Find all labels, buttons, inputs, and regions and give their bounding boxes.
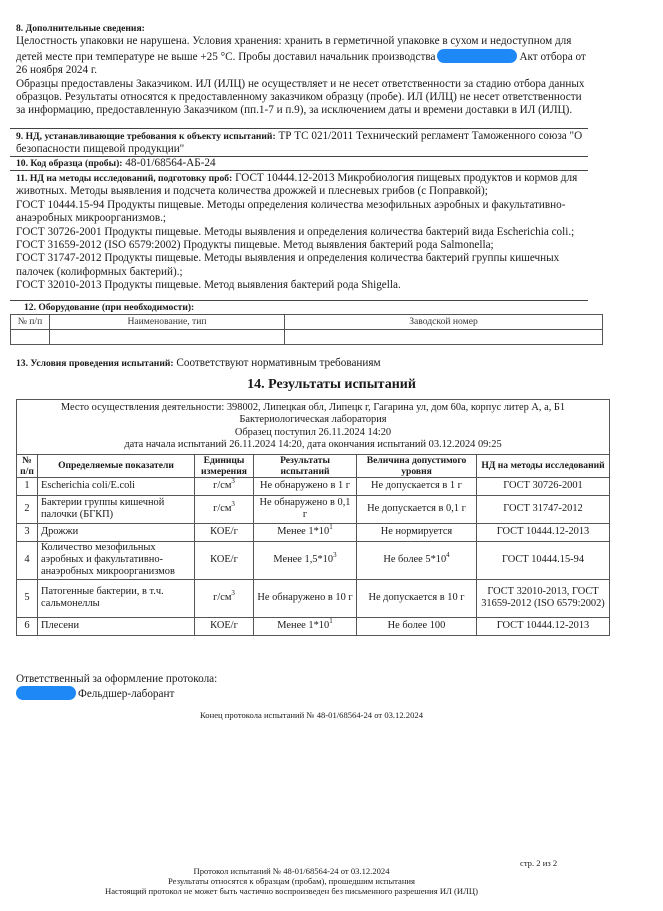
- col-name-type: Наименование, тип: [50, 315, 285, 330]
- table-row: 6 Плесени КОЕ/г Менее $1*10^1$ Не более 100 ГОСТ 10444.12-2013: [17, 617, 610, 635]
- col-unit: Единицы измерения: [195, 454, 254, 477]
- table-row: 3 Дрожжи КОЕ/г Менее $1*10^1$ Не нормируется ГОСТ 10444.12-2013: [17, 523, 610, 541]
- method-line: ГОСТ 30726-2001 Продукты пищевые. Методы выявления и определения количества бактерий вида Escherichia coli.;: [16, 225, 575, 238]
- section-additional-info: [16, 22, 586, 118]
- test-dates: дата начала испытаний 26.11.2024 14:20, дата окончания испытаний 03.12.2024 09:25: [124, 439, 502, 451]
- col-indicator: Определяемые показатели: [38, 454, 195, 477]
- col-serial-number: Заводской номер: [285, 315, 603, 330]
- section8-title: 8. Дополнительные сведения:: [16, 23, 145, 34]
- section9-value: ТР ТС 021/2011 Технический регламент Таможенного союза "О безопасности пищевой продукции": [16, 130, 583, 156]
- section-conditions: [16, 357, 586, 370]
- table-row: 2 Бактерии группы кишечной палочки (БГКП) $г/см^3$ Не обнаружено в 0,1 г Не допускается в 0,1 г ГОСТ 31747-2012: [17, 495, 610, 523]
- table-row: 4 Количество мезофильных аэробных и факультативно-анаэробных микроорганизмов КОЕ/г Менее $1,5*10^3$ Не более $5*10^4$ ГОСТ 10444.15-94: [17, 541, 610, 579]
- section10-label: 10. Код образца (пробы):: [16, 158, 123, 169]
- responsible-block: [16, 673, 586, 702]
- section13-label: 13. Условия проведения испытаний:: [16, 358, 174, 369]
- footer-line2: Результаты относятся к образцам (пробам), прошедшим испытания: [168, 876, 415, 886]
- section-requirements: [16, 130, 586, 157]
- method-line: ГОСТ 31747-2012 Продукты пищевые. Методы выявления и определения количества бактерий группы кишечных палочек (колиформных бактерий).;: [16, 252, 560, 278]
- results-table: [16, 399, 610, 636]
- footer-line3: Настоящий протокол не может быть частично воспроизведен без письменного разрешения ИЛ (ИЛЦ): [105, 886, 478, 896]
- redacted-name: [16, 686, 76, 700]
- responsible-position: Фельдшер-лаборант: [78, 688, 175, 701]
- section12-title: 12. Оборудование (при необходимости):: [24, 302, 195, 313]
- method-line: ГОСТ 10444.12-2013 Микробиология пищевых продуктов и кормов для животных. Методы выявления и подсчета количества дрожжей и плесневых грибов (с Поправкой);: [16, 172, 578, 198]
- divider: [10, 170, 588, 171]
- method-line: ГОСТ 32010-2013 Продукты пищевые. Метод выявления бактерий рода Shigella.: [16, 279, 401, 292]
- section8-paragraph1: Целостность упаковки не нарушена. Условия хранения: хранить в герметичной упаковке в сухом и недоступном для детей месте при температуре не выше +25 °С. Пробы доставил начальник производства Акт отбора от 26 ноября 2024 г.: [16, 35, 586, 77]
- section-sample-code: [16, 157, 586, 170]
- equipment-table: [10, 314, 603, 345]
- section10-value: 48-01/68564-АБ-24: [125, 157, 216, 169]
- col-number: № п/п: [11, 315, 50, 330]
- page-number: стр. 2 из 2: [520, 858, 558, 868]
- col-number: № п/п: [17, 454, 38, 477]
- section9-label: 9. НД, устанавливающие требования к объекту испытаний:: [16, 131, 276, 142]
- table-row: 1 Escherichia coli/E.coli $г/см^3$ Не обнаружено в 1 г Не допускается в 1 г ГОСТ 30726-2001: [17, 477, 610, 495]
- results-header-block: [17, 400, 610, 455]
- place-of-activity: Место осуществления деятельности: 398002, Липецкая обл, Липецк г, Гагарина ул, дом 60а, корпус литер А, а, Б1: [60, 402, 566, 413]
- results-title: 14. Результаты испытаний: [247, 377, 416, 392]
- method-line: ГОСТ 10444.15-94 Продукты пищевые. Методы определения количества мезофильных аэробных и факультативно-анаэробных микроорганизмов.;: [16, 198, 566, 225]
- sample-received: Образец поступил 26.11.2024 14:20: [234, 426, 392, 438]
- footer-line1: Протокол испытаний № 48-01/68564-24 от 03.12.2024: [193, 866, 390, 876]
- col-result: Результаты испытаний: [254, 454, 357, 477]
- results-column-headers: [17, 454, 610, 477]
- lab-name: Бактериологическая лаборатория: [239, 414, 387, 426]
- section8-paragraph2: Образцы предоставлены Заказчиком. ИЛ (ИЛЦ) не осуществляет и не несет ответственности за стадию отбора данных образцов. Результаты относятся к предоставленному заказчиком образцу (пробе). ИЛ (ИЛЦ) не несет ответственности за информацию, предоставленную Заказчиком (пп.1-7 и п.9), за исключением даты и времени доставки в ИЛ (ИЛЦ).: [16, 77, 585, 117]
- end-of-protocol-note: Конец протокола испытаний № 48-01/68564-24 от 03.12.2024: [200, 710, 423, 720]
- section11-label: 11. НД на методы исследований, подготовку проб:: [16, 173, 233, 184]
- col-allowed-level: Величина допустимого уровня: [357, 454, 477, 477]
- divider: [10, 128, 588, 129]
- section-methods: [16, 172, 586, 293]
- table-row: 5 Патогенные бактерии, в т.ч. сальмонеллы $г/см^3$ Не обнаружено в 10 г Не допускается в 10 г ГОСТ 32010-2013, ГОСТ 31659-2012 (ISO 6579:2002): [17, 579, 610, 617]
- method-line: ГОСТ 31659-2012 (ISO 6579:2002) Продукты пищевые. Метод выявления бактерий рода Salmonella;: [16, 239, 494, 252]
- equipment-header-row: [11, 315, 603, 330]
- redacted-name: [437, 49, 517, 63]
- section13-value: Соответствуют нормативным требованиям: [176, 357, 381, 369]
- equipment-empty-row: [11, 330, 603, 345]
- responsible-label: Ответственный за оформление протокола:: [16, 673, 218, 685]
- col-method: НД на методы исследований: [477, 454, 610, 477]
